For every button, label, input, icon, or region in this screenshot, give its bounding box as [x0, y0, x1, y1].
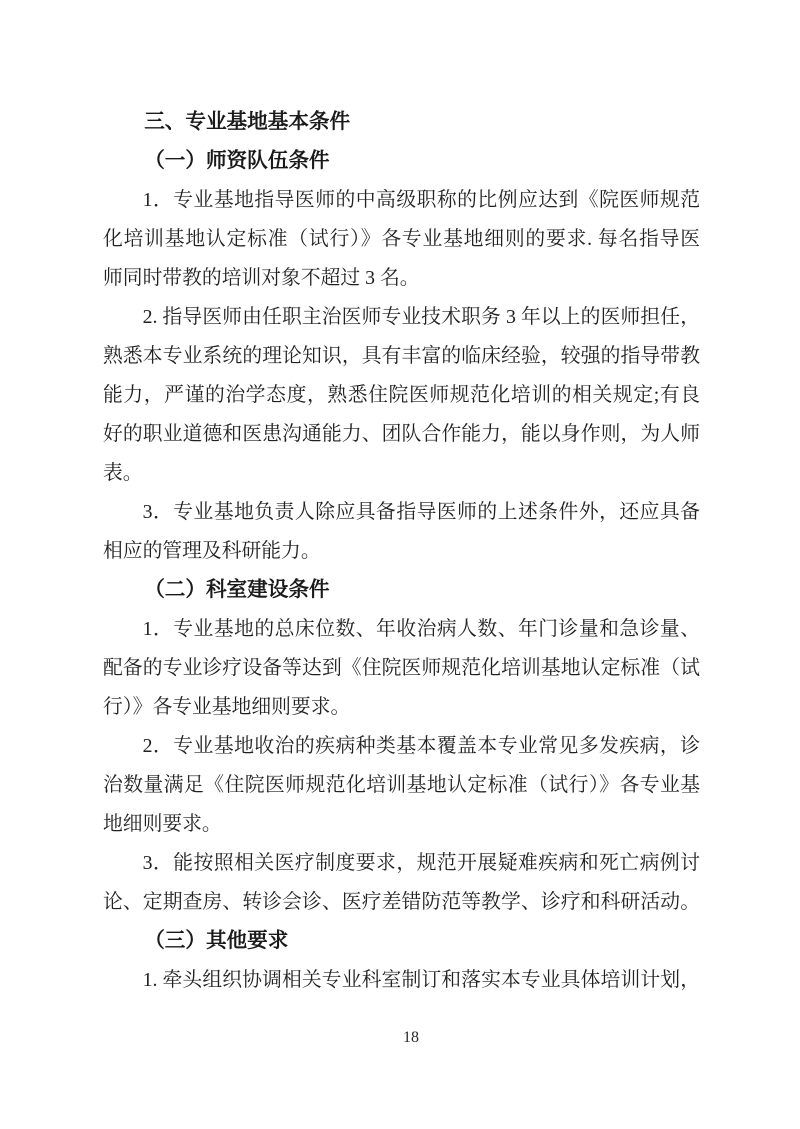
paragraph-line: 3．专业基地负责人除应具备指导医师的上述条件外，还应具备	[142, 501, 700, 523]
paragraph-line: 1. 牵头组织协调相关专业科室制订和落实本专业具体培训计划，	[142, 969, 700, 991]
paragraph-line: 师同时带教的培训对象不超过 3 名。	[103, 267, 420, 289]
section-heading: 三、专业基地基本条件	[144, 111, 351, 133]
paragraph-line: 论、定期查房、转诊会诊、医疗差错防范等教学、诊疗和科研活动。	[103, 891, 700, 913]
document-body	[103, 103, 700, 1000]
paragraph-line: 2．专业基地收治的疾病种类基本覆盖本专业常见多发疾病，诊	[142, 735, 700, 757]
paragraph-line: 1．专业基地的总床位数、年收治病人数、年门诊量和急诊量、	[142, 618, 700, 640]
paragraph-line: 地细则要求。	[103, 813, 222, 835]
paragraph-line: 3．能按照相关医疗制度要求，规范开展疑难疾病和死亡病例讨	[142, 852, 700, 874]
paragraph-line: 治数量满足《住院医师规范化培训基地认定标准（试行）》各专业基	[103, 774, 700, 796]
paragraph-line: 好的职业道德和医患沟通能力、团队合作能力，能以身作则，为人师	[103, 423, 700, 445]
section-heading: （二）科室建设条件	[144, 579, 330, 601]
paragraph-line: 熟悉本专业系统的理论知识，具有丰富的临床经验，较强的指导带教	[103, 345, 700, 367]
paragraph-line: 相应的管理及科研能力。	[103, 540, 321, 562]
paragraph-line: 表。	[103, 462, 143, 484]
paragraph-line: 化培训基地认定标准（试行）》各专业基地细则的要求. 每名指导医	[103, 228, 700, 250]
paragraph-line: 1．专业基地指导医师的中高级职称的比例应达到《院医师规范	[142, 189, 700, 211]
paragraph-line: 配备的专业诊疗设备等达到《住院医师规范化培训基地认定标准（试	[103, 657, 700, 679]
page-number: 18	[403, 1029, 419, 1046]
paragraph-line: 2. 指导医师由任职主治医师专业技术职务 3 年以上的医师担任，	[142, 306, 700, 328]
section-heading: （一）师资队伍条件	[144, 150, 330, 172]
paragraph-line: 行）》各专业基地细则要求。	[103, 696, 351, 718]
section-heading: （三）其他要求	[144, 930, 289, 952]
paragraph-line: 能力，严谨的治学态度，熟悉住院医师规范化培训的相关规定;有良	[103, 384, 700, 406]
